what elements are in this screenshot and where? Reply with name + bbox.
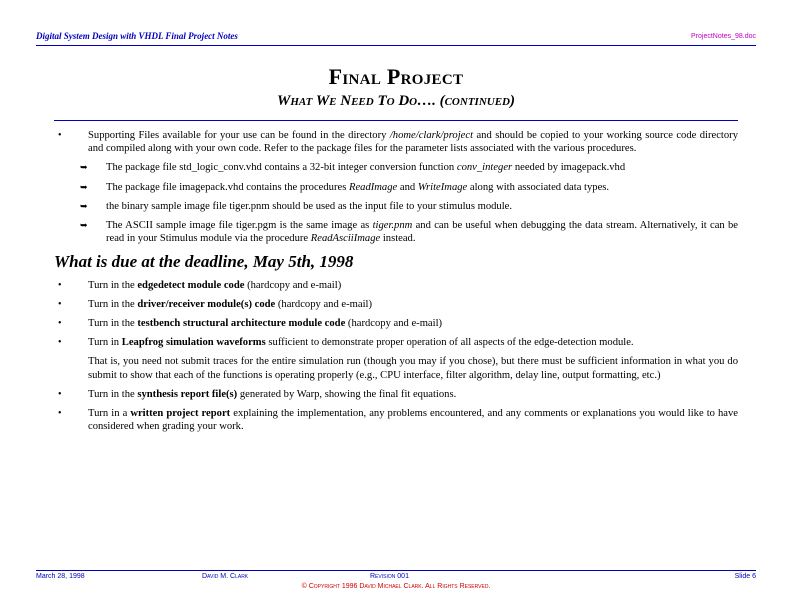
- text: Turn in the: [88, 298, 138, 310]
- text: Turn in the: [88, 388, 138, 400]
- function-name: conv_integer: [456, 162, 513, 174]
- file-name: tiger.pnm: [372, 220, 413, 232]
- sub-item: [54, 181, 738, 194]
- procedure-name: ReadAsciiImage: [310, 233, 381, 245]
- text: Turn in: [88, 337, 122, 349]
- arrow-icon: ➥: [80, 181, 88, 192]
- text: and: [397, 181, 418, 193]
- footer-rule: [36, 570, 756, 571]
- text: generated by Warp, showing the final fit equations.: [237, 388, 457, 400]
- page-title: Final Project: [328, 64, 464, 89]
- bullet-icon: •: [58, 279, 62, 291]
- text: Turn in the: [88, 318, 138, 330]
- header-rule: [36, 45, 756, 46]
- directory-path: /home/clark/project: [389, 130, 474, 141]
- text: sufficient to demonstrate proper operation of all aspects of the edge-detection module.: [265, 337, 634, 349]
- due-item: [54, 388, 738, 401]
- text: The package file imagepack.vhd contains the procedures: [106, 181, 349, 193]
- title-rule: [54, 120, 738, 121]
- bullet-icon: •: [58, 298, 62, 310]
- text: and can be useful when debugging the data stream. Alternatively, it can be read in your Stimulus module via the procedure: [106, 220, 739, 245]
- footer-author: David M. Clark: [202, 573, 249, 580]
- arrow-icon: ➥: [80, 162, 88, 173]
- bullet-icon: •: [58, 388, 62, 400]
- text: needed by imagepack.vhd: [512, 162, 626, 174]
- due-item: [54, 279, 738, 292]
- text: (hardcopy and e-mail): [244, 279, 342, 291]
- header-title: Digital System Design with VHDL Final Project Notes: [36, 31, 238, 41]
- deliverable: edgedetect module code: [137, 279, 245, 291]
- text: explaining the implementation, any problems encountered, and any comments or explanations you would like to have considered when grading your work.: [88, 408, 738, 433]
- text: The package file std_logic_conv.vhd contains a 32-bit integer conversion function: [106, 162, 457, 174]
- sub-item: [54, 219, 738, 245]
- note-paragraph: That is, you need not submit traces for the entire simulation run (though you may if you chose), but there must be sufficient information in what you do submit to show that each of the functions is operating properly (e.g., CPU interface, filter algorithm, delay line, output formatting, etc.): [88, 356, 738, 381]
- sub-item: [54, 200, 738, 213]
- copyright: © Copyright 1996 David Michael Clark. All Rights Reserved.: [301, 583, 491, 590]
- procedure-name: WriteImage: [417, 181, 468, 193]
- bullet-icon: •: [58, 318, 62, 330]
- due-item: [54, 407, 738, 433]
- bullet-icon: •: [58, 408, 62, 420]
- bullet-icon: •: [58, 130, 62, 141]
- text: along with associated data types.: [467, 181, 610, 193]
- footer-slide-number: Slide 6: [734, 573, 756, 580]
- due-item: [54, 317, 738, 330]
- text: instead.: [380, 233, 416, 245]
- bullet-supporting-files: [54, 129, 738, 155]
- page-subtitle: What We Need To Do…. (continued): [277, 93, 515, 109]
- text: Turn in the: [88, 279, 138, 291]
- content: [54, 129, 738, 439]
- bullet-icon: •: [58, 337, 62, 349]
- arrow-icon: ➥: [80, 200, 88, 211]
- deliverable: testbench structural architecture module code: [137, 318, 346, 330]
- footer-date: March 28, 1998: [36, 573, 85, 580]
- text: (hardcopy and e-mail): [275, 298, 373, 310]
- due-item: [54, 336, 738, 349]
- footer-revision: Revision 001: [370, 573, 409, 580]
- section-heading: What is due at the deadline, May 5th, 1998: [54, 252, 354, 272]
- due-item: [54, 298, 738, 311]
- text: (hardcopy and e-mail): [345, 318, 443, 330]
- text: the binary sample image file tiger.pnm should be used as the input file to your stimulus module.: [106, 200, 513, 212]
- deliverable: written project report: [130, 408, 231, 420]
- arrow-icon: ➥: [80, 220, 88, 231]
- deliverable: synthesis report file(s): [137, 388, 238, 400]
- sub-item: [54, 161, 738, 174]
- text: Supporting Files available for your use can be found in the directory: [88, 130, 390, 141]
- procedure-name: ReadImage: [348, 181, 398, 193]
- header-filename: ProjectNotes_98.doc: [691, 33, 756, 40]
- text: and should be copied to your working source code directory and compiled along with your own code. Refer to the package files for the parameter lists associated with the various procedures.: [88, 130, 739, 155]
- text: The ASCII sample image file tiger.pgm is the same image as: [106, 220, 373, 232]
- deliverable: driver/receiver module(s) code: [137, 298, 276, 310]
- text: Turn in a: [88, 408, 131, 420]
- deliverable: Leapfrog simulation waveforms: [121, 337, 266, 349]
